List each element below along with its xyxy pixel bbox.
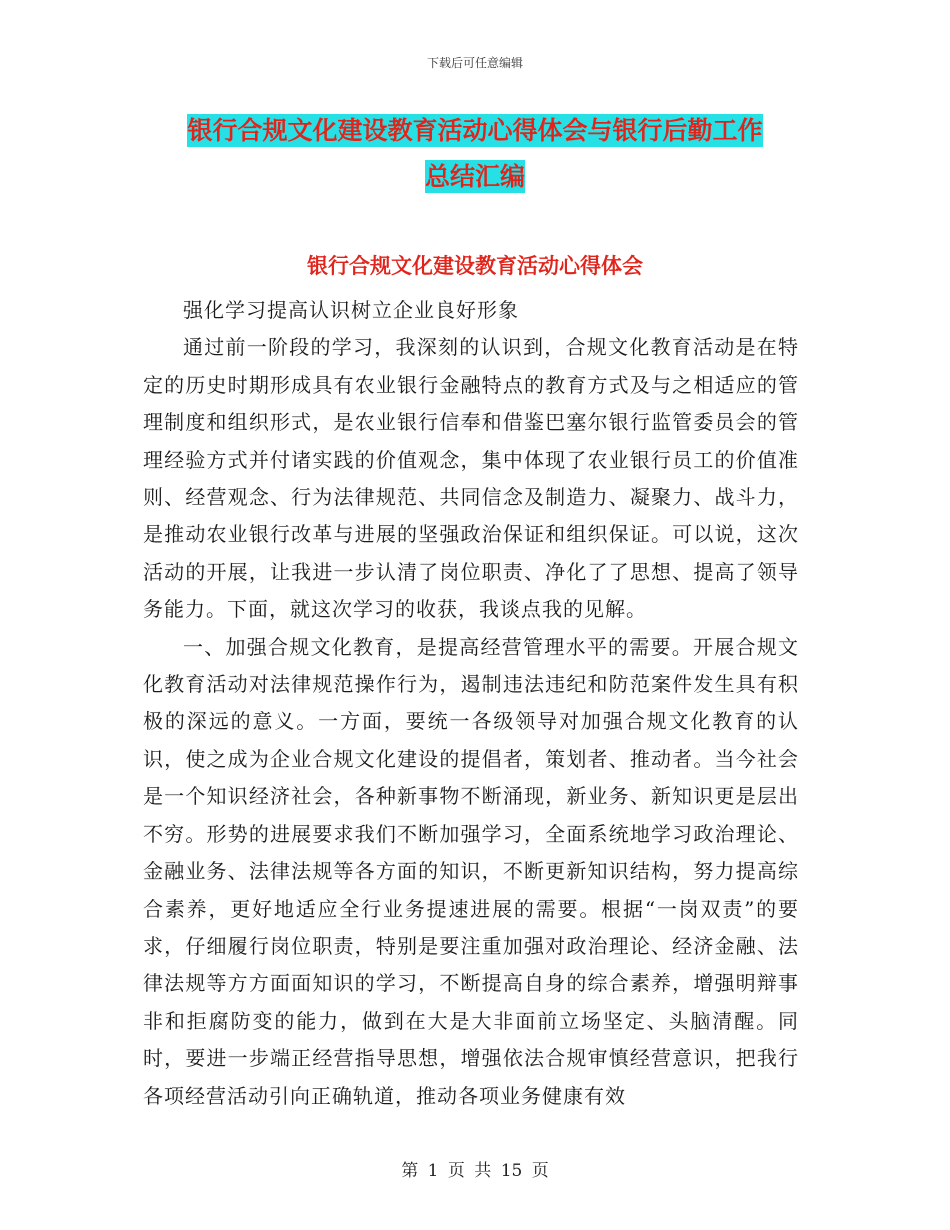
body-paragraph: 强化学习提高认识树立企业良好形象 (183, 298, 519, 322)
body-paragraph: 通过前一阶段的学习，我深刻的认识到，合规文化教育活动是在特定的历史时期形成具有农业银行金融特点的教育方式及与之相适应的管理制度和组织形式，是农业银行信奉和借鉴巴塞尔银行监管委员会的管理经验方式并付诸实践的价值观念，集中体现了农业银行员工的价值准则、经营观念、行为法律规范、共同信念及制造力、凝聚力、战斗力，是推动农业银行改革与进展的坚强政治保证和组织保证。可以说，这次活动的开展，让我进一步认清了岗位职责、净化了了思想、提高了领导务能力。下面，就这次学习的收获，我谈点我的见解。 (143, 335, 799, 622)
page-number-footer: 第 1 页 共 15 页 (401, 1161, 549, 1181)
document-title (0, 108, 950, 200)
document-title-line-2: 总结汇编 (424, 162, 525, 191)
header-note: 下载后可任意编辑 (426, 56, 523, 70)
document-body (143, 292, 799, 1115)
document-title-line-1: 银行合规文化建设教育活动心得体会与银行后勤工作 (187, 116, 763, 145)
body-paragraph: 一、加强合规文化教育，是提高经营管理水平的需要。开展合规文化教育活动对法律规范操作行为，遏制违法违纪和防范案件发生具有积极的深远的意义。一方面，要统一各级领导对加强合规文化教育的认识，使之成为企业合规文化建设的提倡者，策划者、推动者。当今社会是一个知识经济社会，各种新事物不断涌现，新业务、新知识更是层出不穷。形势的进展要求我们不断加强学习，全面系统地学习政治理论、金融业务、法律法规等各方面的知识，不断更新知识结构，努力提高综合素养，更好地适应全行业务提速进展的需要。根据“一岗双责”的要求，仔细履行岗位职责，特别是要注重加强对政治理论、经济金融、法律法规等方方面面知识的学习，不断提高自身的综合素养，增强明辩事非和拒腐防变的能力，做到在大是大非面前立场坚定、头脑清醒。同时，要进一步端正经营指导思想，增强依法合规审慎经营意识，把我行各项经营活动引向正确轨道，推动各项业务健康有效 (143, 634, 799, 1108)
section-title: 银行合规文化建设教育活动心得体会 (307, 254, 643, 278)
